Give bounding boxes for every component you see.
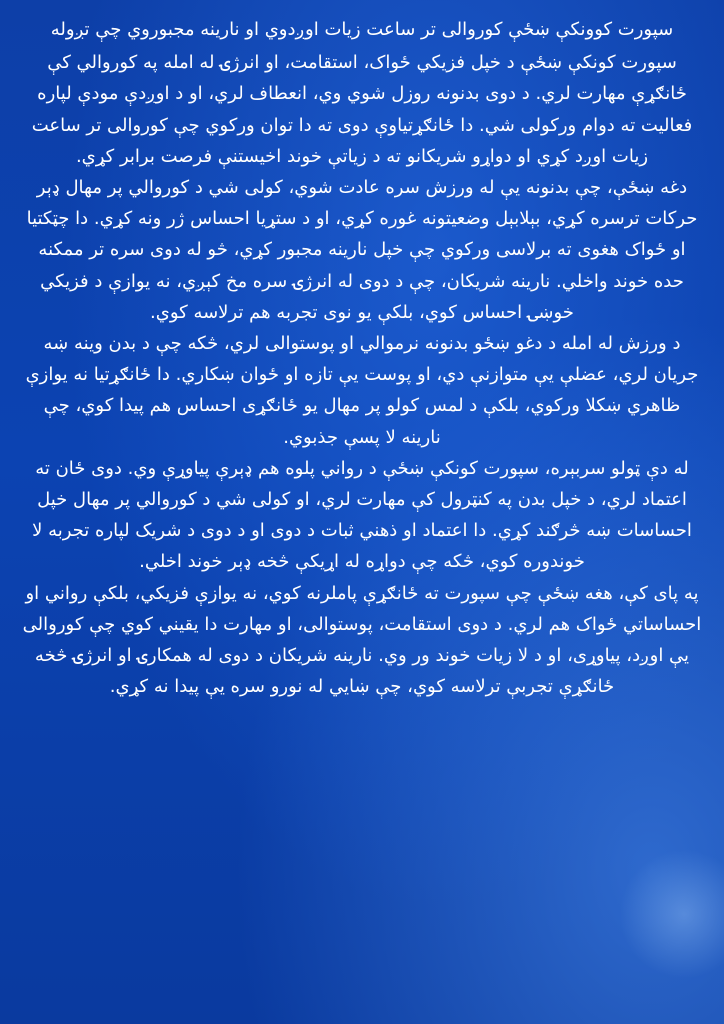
article-body: [22, 14, 702, 702]
article-title: سپورت کوونکې ښځې کوروالی تر ساعت زیات اوږدوي او نارینه مجبوروي چې تږوله: [50, 19, 674, 40]
light-glare-decoration: [614, 844, 724, 984]
paragraph-5: په پای کې، هغه ښځې چې سپورت ته ځانګړې پاملرنه کوي، نه یوازې فزیکي، بلکې رواني او احساساتي ځواک هم لري. د دوی استقامت، پوستوالی، او مهارت دا یقیني کوي چې کوروالی یې اوږد، پیاوړی، او د لا زیات خوند ور وي. نارینه شریکان د دوی له همکارۍ او انرژۍ څخه ځانګړې تجربې ترلاسه کوي، چې ښایي له نورو سره یې پیدا نه کړي.: [22, 582, 702, 698]
paragraph-2: دغه ښځې، چې بدنونه یې له ورزش سره عادت شوي، کولی شي د کوروالي پر مهال ډېر حرکات ترسره کړي، بېلابېل وضعیتونه غوره کړي، او د ستړیا احساس ژر ونه کړي. دا چټکتیا او ځواک هغوی ته برلاسی ورکوي چې خپل نارینه مجبور کړي، څو له دوی سره تر ممکنه حده خوند واخلي. نارینه شریکان، چې د دوی له انرژۍ سره مخ کېږي، نه یوازې د فزیکي خوښۍ احساس کوي، بلکې یو نوی تجربه هم ترلاسه کوي.: [26, 177, 698, 323]
paragraph-4: له دې ټولو سربېره، سپورت کونکې ښځې د رواني پلوه هم ډېرې پیاوړې وي. دوی ځان ته اعتماد لري، د خپل بدن په کنټرول کې مهارت لري، او کولی شي د کوروالي پر مهال خپل احساسات ښه څرګند کړي. دا اعتماد او ذهني ثبات د دوی او د دوی د شریک لپاره تجربه لا خوندوره کوي، څکه چې دواړه له اړیکې څخه ډېر خوند اخلي.: [32, 457, 692, 573]
paragraph-3: د ورزش له امله د دغو ښځو بدنونه نرموالي او پوستوالی لري، څکه چې د بدن وینه ښه جریان لري، عضلې یې متوازنې دي، او پوست یې تازه او ځوان ښکاري. دا ځانګړتیا نه یوازې ظاهري ښکلا ورکوي، بلکې د لمس کولو پر مهال یو ځانګړی احساس هم پیدا کوي، چې نارینه لا پسې جذبوي.: [25, 333, 699, 448]
paragraph-1: سپورت کونکې ښځې د خپل فزیکي ځواک، استقامت، او انرژۍ له امله په کوروالي کې ځانګړې مهارت لري. د دوی بدنونه روزل شوي وي، انعطاف لري، او د اوږدې مودې لپاره فعالیت ته دوام ورکولی شي. دا ځانګړتیاوې دوی ته دا توان ورکوي چې کوروالی تر ساعت زیات اوږد کړي او دواړو شریکانو ته د زیاتې خوند اخیستنې فرصت برابر کړي.: [31, 52, 693, 167]
